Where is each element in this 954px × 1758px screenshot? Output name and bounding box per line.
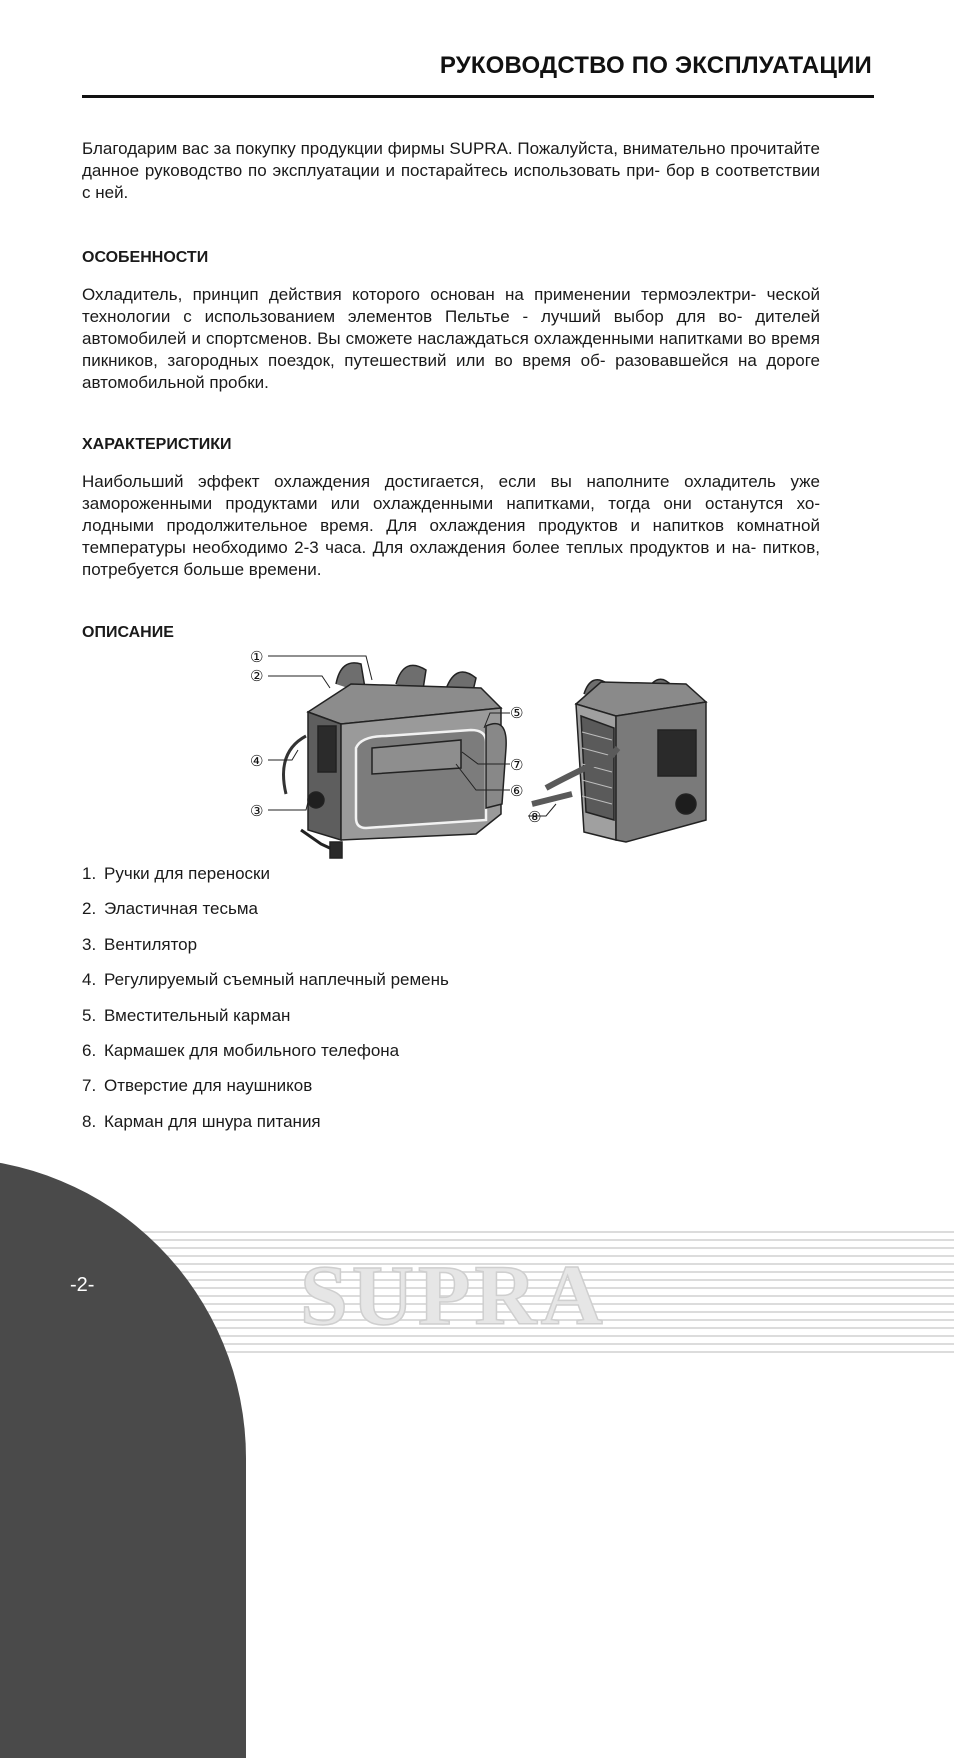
list-item-label: Регулируемый съемный наплечный ремень — [104, 970, 449, 990]
list-item-number: 1. — [82, 864, 97, 883]
list-item-label: Вентилятор — [104, 934, 198, 954]
specs-paragraph — [82, 471, 820, 581]
list-item — [82, 862, 449, 897]
specs-line: замороженными продуктами или охлажденными напитками, тогда они останутся хо- — [82, 494, 820, 513]
list-item-number: 6. — [82, 1040, 97, 1060]
list-item — [82, 897, 449, 932]
list-item — [82, 1039, 449, 1074]
features-heading: ОСОБЕННОСТИ — [82, 249, 209, 266]
features-line: разовавшейся на дороге автомобильной пробки. — [82, 351, 820, 392]
features-line: ческой технологии с использованием элементов Пельтье - лучший выбор для во- — [82, 285, 820, 326]
supra-logo — [300, 1256, 820, 1336]
list-item — [82, 1110, 449, 1145]
list-item-number: 2. — [82, 899, 97, 919]
list-item-label: Кармашек для мобильного телефона — [104, 1040, 400, 1060]
intro-line: Благодарим вас за покупку продукции фирмы SUPRA. Пожалуйста, внимательно — [82, 139, 726, 158]
specs-line: питков, потребуется больше времени. — [82, 538, 820, 579]
list-item-number: 4. — [82, 970, 97, 990]
callout-6: ⑥ — [510, 782, 524, 800]
features-line: Охладитель, принцип действия которого основан на применении термоэлектри- — [82, 285, 757, 304]
specs-line: Наибольший эффект охлаждения достигается, если вы наполните охладитель уже — [82, 472, 820, 491]
intro-paragraph — [82, 138, 820, 204]
specs-heading: ХАРАКТЕРИСТИКИ — [82, 436, 232, 453]
list-item — [82, 968, 449, 1003]
cooler-bag-back-view — [532, 679, 706, 842]
list-item — [82, 1004, 449, 1039]
callout-3: ③ — [250, 802, 264, 820]
description-heading: ОПИСАНИЕ — [82, 624, 174, 641]
list-item-number: 3. — [82, 934, 97, 954]
intro-line: прочитайте данное руководство по эксплуатации и постарайтесь использовать при- — [82, 139, 820, 180]
page-title: РУКОВОДСТВО ПО ЭКСПЛУАТАЦИИ — [439, 52, 872, 79]
specs-line: температуры необходимо 2-3 часа. Для охлаждения более теплых продуктов и на- — [82, 538, 757, 557]
list-item-number: 7. — [82, 1076, 97, 1096]
callout-7: ⑦ — [510, 756, 524, 774]
list-item-label: Ручки для переноски — [104, 864, 270, 883]
list-item-label: Эластичная тесьма — [104, 899, 258, 919]
product-illustration — [246, 644, 726, 864]
list-item — [82, 933, 449, 968]
specs-line: лодными продолжительное время. Для охлаждения продуктов и напитков комнатной — [82, 516, 820, 535]
features-line: напитками во время пикников, загородных поездок, путешествий или во время об- — [82, 329, 820, 370]
list-item-number: 8. — [82, 1111, 97, 1131]
list-item-label: Карман для шнура питания — [104, 1111, 321, 1131]
list-item-number: 5. — [82, 1005, 97, 1025]
header-divider — [82, 95, 874, 98]
parts-list — [82, 862, 449, 1145]
callout-4: ④ — [250, 752, 264, 770]
list-item-label: Вместительный карман — [104, 1005, 291, 1025]
features-line: дителей автомобилей и спортсменов. Вы сможете наслаждаться охлажденными — [82, 307, 820, 348]
callout-8: ⑧ — [528, 808, 542, 826]
callout-2: ② — [250, 667, 264, 685]
list-item — [82, 1074, 449, 1109]
features-paragraph — [82, 284, 820, 394]
intro-line: бор в соответствии с ней. — [82, 161, 820, 202]
list-item-label: Отверстие для наушников — [104, 1076, 313, 1096]
page-number: -2- — [70, 1274, 95, 1296]
supra-logo-text: SUPRA — [300, 1256, 607, 1336]
callout-1: ① — [250, 648, 264, 666]
callout-5: ⑤ — [510, 704, 524, 722]
